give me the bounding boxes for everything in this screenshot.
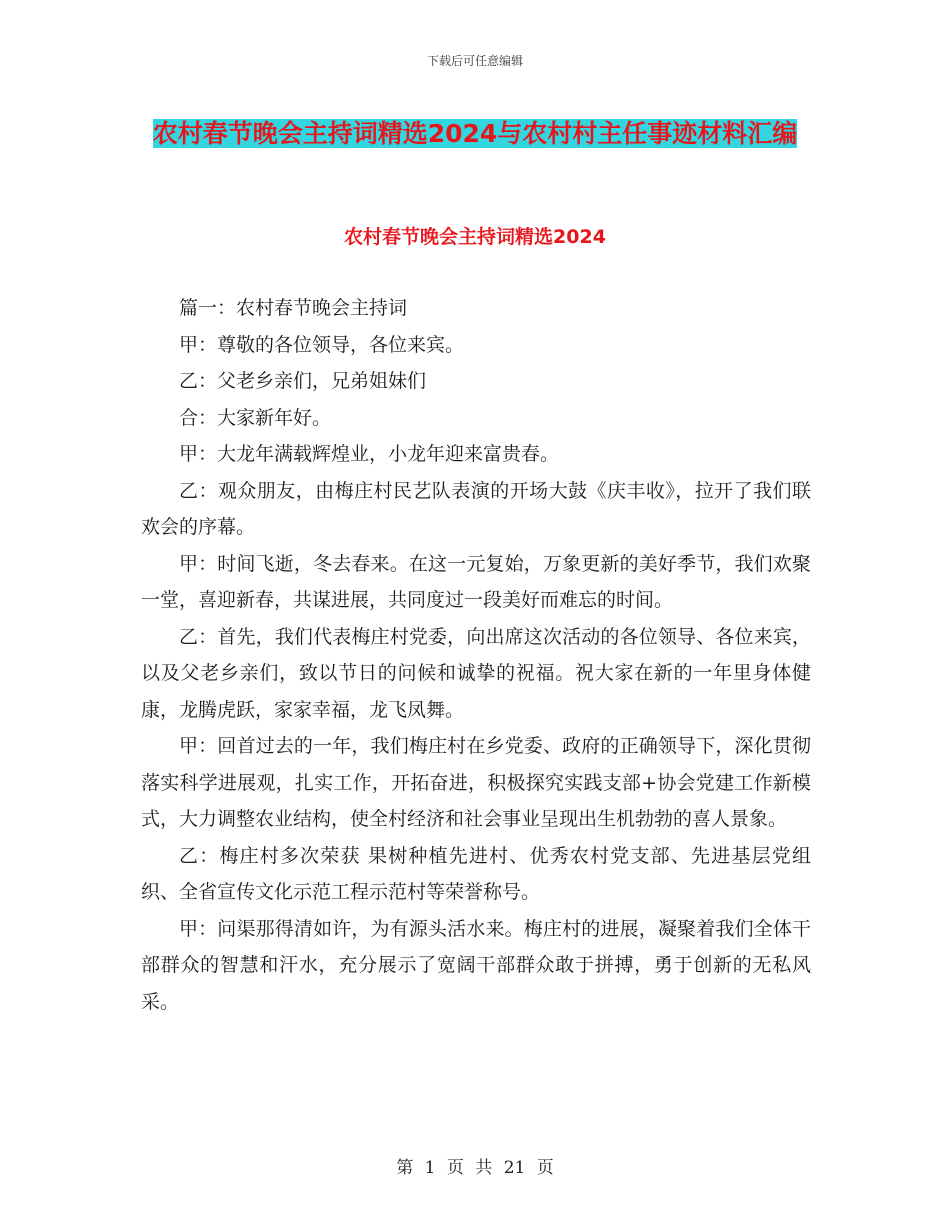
paragraph: 合：大家新年好。 bbox=[179, 406, 332, 429]
page-footer: 第 1 页 共 21 页 bbox=[396, 1158, 554, 1178]
paragraph: 乙：父老乡亲们，兄弟姐妹们 bbox=[179, 370, 427, 392]
paragraph: 乙：梅庄村多次荣获 果树种植先进村、优秀农村党支部、先进基层党组织、全省宣传文化示范工程示范村等荣誉称号。 bbox=[141, 844, 811, 903]
paragraph: 乙：首先，我们代表梅庄村党委，向出席这次活动的各位领导、各位来宾，以及父老乡亲们，致以节日的问候和诚挚的祝福。祝大家在新的一年里身体健康，龙腾虎跃，家家幸福，龙飞凤舞。 bbox=[141, 625, 811, 721]
paragraph: 篇一：农村春节晚会主持词 bbox=[179, 297, 408, 319]
page-header: 下载后可任意编辑 bbox=[426, 54, 523, 68]
section-title: 农村春节晚会主持词精选2024 bbox=[344, 226, 606, 248]
paragraph: 甲：问渠那得清如许，为有源头活水来。梅庄村的进展，凝聚着我们全体干部群众的智慧和汗水，充分展示了宽阔干部群众敢于拼搏，勇于创新的无私风采。 bbox=[141, 917, 811, 1013]
document-title bbox=[140, 112, 810, 156]
paragraph: 甲：回首过去的一年，我们梅庄村在乡党委、政府的正确领导下，深化贯彻落实科学进展观，扎实工作，开拓奋进，积极探究实践支部+协会党建工作新模式，大力调整农业结构，使全村经济和社会事业呈现出生机勃勃的喜人景象。 bbox=[141, 735, 811, 830]
paragraph: 甲：尊敬的各位领导，各位来宾。 bbox=[179, 333, 465, 356]
paragraph: 甲：时间飞逝，冬去春来。在这一元复始，万象更新的美好季节，我们欢聚一堂，喜迎新春，共谋进展，共同度过一段美好而难忘的时间。 bbox=[141, 552, 811, 611]
document-title-text: 农村春节晚会主持词精选2024与农村村主任事迹材料汇编 bbox=[152, 119, 798, 148]
paragraph: 乙：观众朋友，由梅庄村民艺队表演的开场大鼓《庆丰收》，拉开了我们联欢会的序幕。 bbox=[141, 479, 811, 538]
document-body bbox=[141, 290, 811, 1020]
paragraph: 甲：大龙年满载辉煌业，小龙年迎来富贵春。 bbox=[179, 443, 560, 465]
